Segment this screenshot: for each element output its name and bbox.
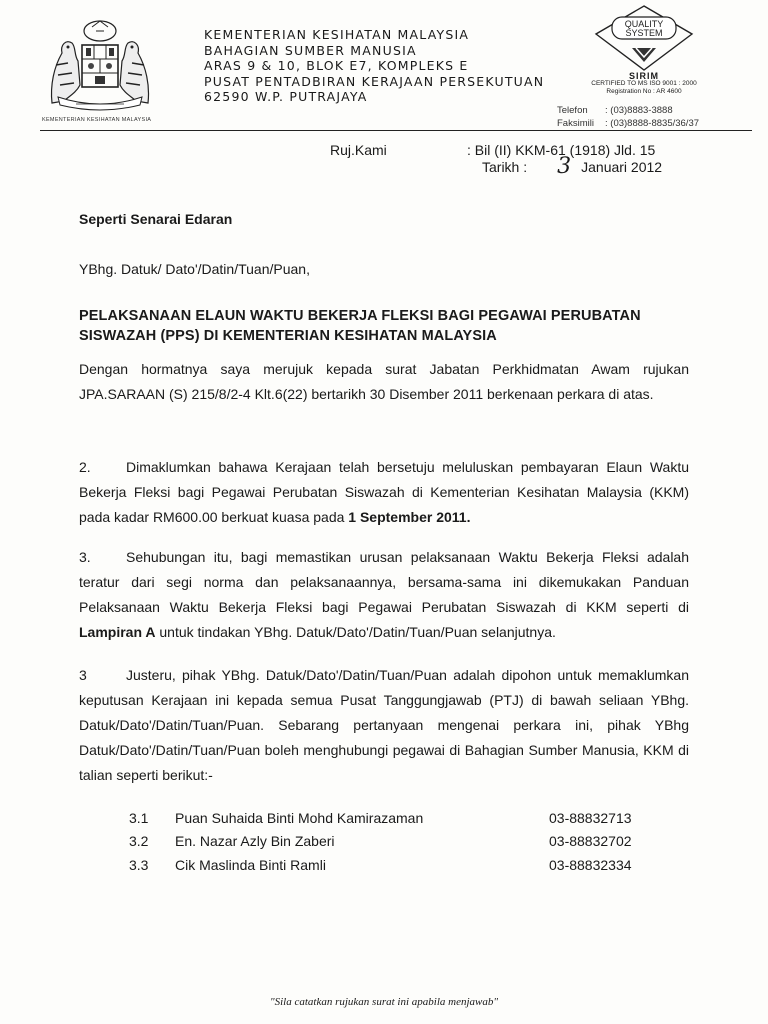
date-label: Tarikh : [482,159,528,175]
contact-phone: 03-88832702 [549,833,632,850]
contact-number: 3.3 [129,856,149,873]
list-item [129,806,689,830]
coat-of-arms-icon [40,15,160,115]
faksimili-label: Faksimili [557,118,594,129]
contact-name: En. Nazar Azly Bin Zaberi [175,833,335,850]
contact-phone: 03-88832334 [549,856,632,873]
paragraph-2 [79,455,689,530]
paragraph-2-number: 2. [79,459,91,475]
header-divider [40,130,752,131]
registration-line: Registration No : AR 4600 [606,88,682,95]
paragraph-2-date: 1 September 2011. [348,509,471,525]
paragraph-3-attachment: Lampiran A [79,624,156,640]
paragraph-4-number: 3 [79,667,87,683]
faksimili-value: : (03)8888-8835/36/37 [605,118,700,129]
paragraph-1: Dengan hormatnya saya merujuk kepada surat Jabatan Perkhidmatan Awam rujukan JPA.SARAAN (S) 215/8/2-4 Klt.6(22) bertarikh 30 Disember 2011 berkenaan perkara di atas. [79,361,689,402]
paragraph-3 [79,545,689,645]
address-line: PUSAT PENTADBIRAN KERAJAAN PERSEKUTUAN [204,73,545,89]
contact-number: 3.1 [129,809,149,826]
address-line: 62590 W.P. PUTRAJAYA [204,89,368,104]
address-line: BAHAGIAN SUMBER MANUSIA [204,42,417,58]
paragraph-4 [79,663,689,788]
reference-label: Ruj.Kami [330,142,387,158]
footer-note: "Sila catatkan rujukan surat ini apabila menjawab" [269,996,498,1008]
badge-line2: SYSTEM [625,28,663,38]
recipient: Seperti Senarai Edaran [79,211,233,227]
contact-numbers [557,104,699,130]
subject-heading: PELAKSANAAN ELAUN WAKTU BEKERJA FLEKSI BAGI PEGAWAI PERUBATAN SISWAZAH (PPS) DI KEMENTERIAN KESIHATAN MALAYSIA [79,308,641,344]
contact-list [129,806,689,877]
paragraph-4-text: Justeru, pihak YBhg. Datuk/Dato'/Datin/Tuan/Puan adalah dipohon untuk memaklumkan keputusan Kerajaan ini kepada semua Pusat Tanggungjawab (PTJ) di bawah seliaan YBhg. Datuk/Dato'/Datin/Tuan/Puan. Sebarang pertanyaan mengenai perkara ini, pihak YBhg Datuk/Dato'/Datin/Tuan/Puan boleh menghubungi pegawai di Bahagian Sumber Manusia, KKM di talian seperti berikut:- [79,667,689,783]
contact-number: 3.2 [129,833,149,850]
paragraph-3-number: 3. [79,549,91,565]
paragraph-3-text: Sehubungan itu, bagi memastikan urusan pelaksanaan Waktu Bekerja Fleksi adalah teratur dari segi norma dan pelaksanaannya, bersama-sama ini dikemukakan Panduan Pelaksanaan Waktu Bekerja Fleksi bagi Pegawai Perubatan Siswazah di KKM seperti di [79,549,689,615]
salutation: YBhg. Datuk/ Dato'/Datin/Tuan/Puan, [79,261,310,277]
badge-line1: QUALITY [624,19,664,29]
certification-text [560,72,728,96]
contact-name: Cik Maslinda Binti Ramli [175,856,326,873]
address-line: ARAS 9 & 10, BLOK E7, KOMPLEKS E [204,58,469,73]
crest-caption: KEMENTERIAN KESIHATAN MALAYSIA [42,117,152,123]
date-day: 3 [557,154,572,179]
telefon-value: : (03)8883-3888 [605,105,673,116]
telefon-label: Telefon [557,105,588,116]
ministry-address [204,27,544,105]
paragraph-3-tail: untuk tindakan YBhg. Datuk/Dato'/Datin/Tuan/Puan selanjutnya. [155,624,556,640]
certified-line: CERTIFIED TO MS ISO 9001 : 2000 [591,80,697,87]
quality-system-logo [594,4,694,72]
list-item [129,853,689,877]
reference-value: : Bil (II) KKM-61 (1918) Jld. 15 [467,142,656,158]
address-line: KEMENTERIAN KESIHATAN MALAYSIA [204,27,470,42]
list-item [129,830,689,854]
date-line [482,154,663,179]
date-rest: Januari 2012 [581,159,663,175]
paragraph-2-text: Dimaklumkan bahawa Kerajaan telah bersetuju meluluskan pembayaran Elaun Waktu Bekerja Fleksi bagi Pegawai Perubatan Siswazah di Kementerian Kesihatan Malaysia (KKM) pada kadar RM600.00 berkuat kuasa pada [79,459,689,525]
contact-phone: 03-88832713 [549,809,632,826]
contact-name: Puan Suhaida Binti Mohd Kamirazaman [175,809,424,826]
sirim-label: SIRIM [628,71,659,81]
